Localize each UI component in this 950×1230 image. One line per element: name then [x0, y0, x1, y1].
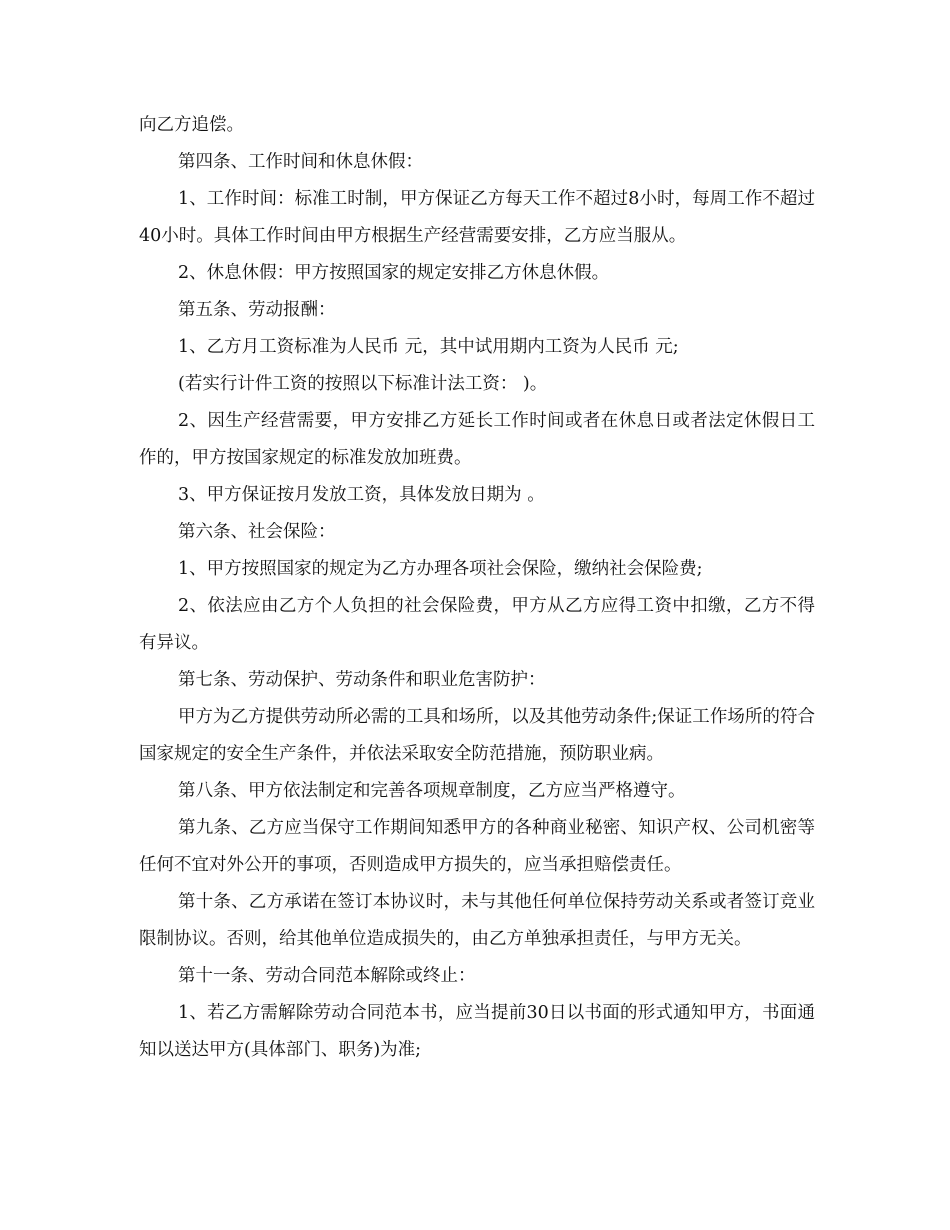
article-11-clause-1: 1、若乙方需解除劳动合同范本书，应当提前30日以书面的形式通知甲方，书面通知以送达甲方(具体部门、职务)为准; [139, 1003, 815, 1060]
article-11-heading: 第十一条、劳动合同范本解除或终止： [178, 966, 476, 986]
article-4-heading: 第四条、工作时间和休息休假： [178, 152, 423, 172]
article-5-clause-3: 3、甲方保证按月发放工资，具体发放日期为 。 [178, 485, 545, 505]
article-10: 第十条、乙方承诺在签订本协议时，未与其他任何单位保持劳动关系或者签订竞业限制协议。否则，给其他单位造成损失的，由乙方单独承担责任，与甲方无关。 [139, 892, 815, 949]
article-5-clause-2: 2、因生产经营需要，甲方安排乙方延长工作时间或者在休息日或者法定休假日工作的，甲方按国家规定的标准发放加班费。 [139, 411, 815, 468]
article-4-clause-2: 2、休息休假：甲方按照国家的规定安排乙方休息休假。 [178, 263, 610, 283]
article-5-piecework-note: (若实行计件工资的按照以下标准计法工资： )。 [178, 374, 548, 394]
article-7-body: 甲方为乙方提供劳动所必需的工具和场所，以及其他劳动条件;保证工作场所的符合国家规定的安全生产条件，并依法采取安全防范措施，预防职业病。 [139, 707, 815, 764]
article-5-heading: 第五条、劳动报酬： [178, 300, 336, 320]
article-5-clause-1: 1、乙方月工资标准为人民币 元，其中试用期内工资为人民币 元; [178, 337, 679, 357]
article-6-clause-2: 2、依法应由乙方个人负担的社会保险费，甲方从乙方应得工资中扣缴，乙方不得有异议。 [139, 596, 815, 653]
article-6-heading: 第六条、社会保险： [178, 522, 336, 542]
paragraph-continuation: 向乙方追偿。 [139, 115, 244, 135]
article-9: 第九条、乙方应当保守工作期间知悉甲方的各种商业秘密、知识产权、公司机密等任何不宜对外公开的事项，否则造成甲方损失的，应当承担赔偿责任。 [139, 818, 815, 875]
article-6-clause-1: 1、甲方按照国家的规定为乙方办理各项社会保险，缴纳社会保险费; [178, 559, 703, 579]
article-7-heading: 第七条、劳动保护、劳动条件和职业危害防护： [178, 670, 546, 690]
document-body [139, 107, 815, 1069]
article-8: 第八条、甲方依法制定和完善各项规章制度，乙方应当严格遵守。 [178, 781, 686, 801]
article-4-clause-1: 1、工作时间：标准工时制，甲方保证乙方每天工作不超过8小时，每周工作不超过40小时。具体工作时间由甲方根据生产经营需要安排，乙方应当服从。 [139, 189, 815, 246]
